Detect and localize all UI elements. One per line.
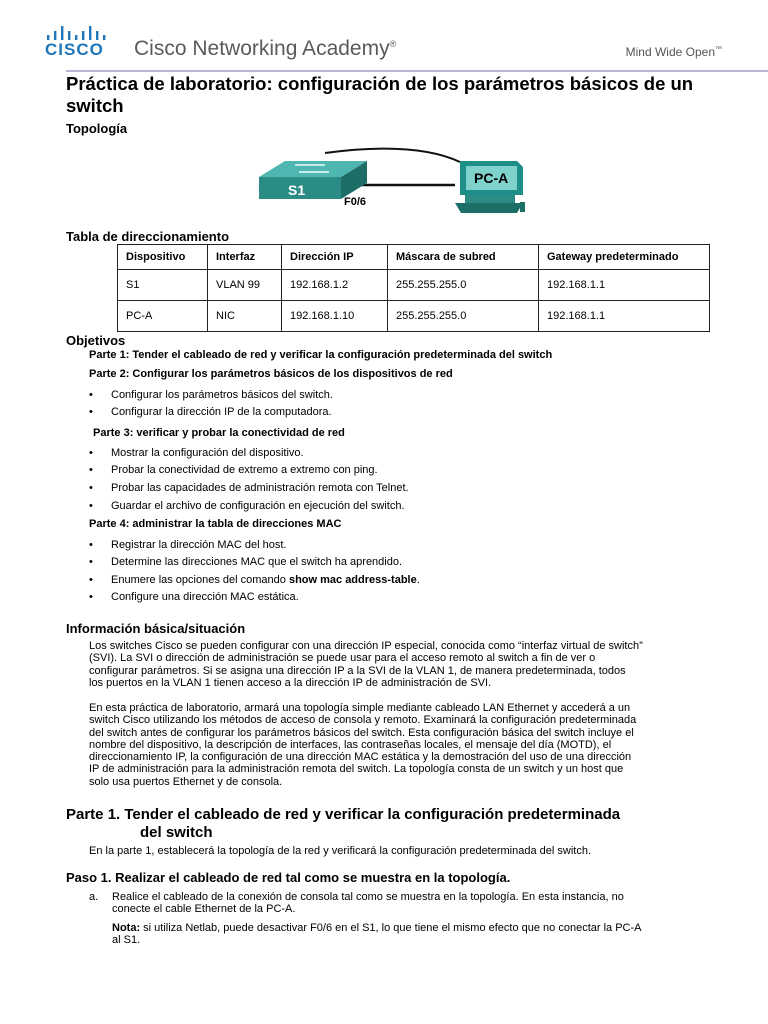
col-header: Gateway predeterminado: [539, 245, 710, 270]
col-header: Interfaz: [208, 245, 282, 270]
header-divider: [66, 70, 768, 72]
pc-label: PC-A: [474, 170, 509, 186]
col-header: Dispositivo: [118, 245, 208, 270]
academy-title: Cisco Networking Academy®: [134, 37, 397, 60]
part1-intro: En la parte 1, establecerá la topología de la red y verificará la configuración predeterminada del switch.: [89, 845, 592, 857]
table-row: S1 VLAN 99 192.168.1.2 255.255.255.0 192.168.1.1: [118, 270, 710, 301]
addressing-table: [117, 244, 710, 332]
col-header: Máscara de subred: [388, 245, 539, 270]
step1-heading: Paso 1. Realizar el cableado de red tal como se muestra en la topología.: [66, 870, 511, 885]
objectives-heading: Objetivos: [66, 333, 126, 348]
part1-heading: Parte 1. Tender el cableado de red y verificar la configuración predeterminada del switch: [66, 806, 621, 841]
background-heading: Información básica/situación: [66, 621, 246, 636]
cisco-wordmark: CISCO: [45, 40, 104, 59]
cisco-logo-icon: [46, 26, 110, 40]
tagline: Mind Wide Open™: [625, 45, 722, 59]
col-header: Dirección IP: [282, 245, 388, 270]
objective-part-3: Parte 3: verificar y probar la conectividad de red: [93, 427, 345, 439]
switch-label: S1: [288, 182, 306, 198]
page-header: [0, 0, 768, 72]
note: Nota: si utiliza Netlab, puede desactivar F0/6 en el S1, lo que tiene el mismo efecto que no conectar la PC-A al S1.: [112, 922, 642, 947]
table-header-row: [118, 245, 710, 270]
table-row: PC-A NIC 192.168.1.10 255.255.255.0 192.168.1.1: [118, 301, 710, 332]
pc-icon: [455, 161, 525, 213]
objective-part-1: Parte 1: Tender el cableado de red y verificar la configuración predeterminada del switch: [89, 349, 553, 361]
step1-item-a: a. Realice el cableado de la conexión de consola tal como se muestra en la topología. En esta instancia, no conecte el cable Ethernet de la PC-A.: [89, 891, 624, 916]
addressing-heading: Tabla de direccionamiento: [66, 229, 230, 244]
switch-icon: [259, 161, 367, 199]
objective-part-2: Parte 2: Configurar los parámetros básicos de los dispositivos de red: [89, 368, 453, 380]
background-paragraph-1: Los switches Cisco se pueden configurar con una dirección IP especial, conocida como “interfaz virtual de switch” (SVI). La SVI o dirección de administración se puede usar para el acceso remoto al switch a fin de ver o configurar parámetros. Si se asigna una dirección IP a la SVI de la VLAN 1, de manera predeterminada, todos los puertos en la VLAN 1 tienen acceso a la dirección IP de administración de SVI.: [89, 640, 643, 689]
page-title: Práctica de laboratorio: configuración de los parámetros básicos de un switch: [66, 73, 694, 116]
background-paragraph-2: En esta práctica de laboratorio, armará una topología simple mediante cableado LAN Ethernet y accederá a un switch Cisco utilizando los métodos de acceso de consola y remoto. Examinará la configuración predeterminada del switch antes de configurar los parámetros básicos del switch. Esta configuración básica del switch incluye el nombre del dispositivo, la descripción de interfaces, las contraseñas locales, el mensaje del día (MOTD), el direccionamiento IP, la configuración de una dirección MAC estática y la demostración del uso de una dirección IP de administración para la administración remota del switch. La topología consta de un switch y un host que solo usa puertos Ethernet y de consola.: [89, 702, 637, 788]
topology-diagram: [255, 147, 545, 222]
port-label: F0/6: [344, 196, 367, 208]
topology-heading: Topología: [66, 121, 128, 136]
objective-part-4: Parte 4: administrar la tabla de direcciones MAC: [89, 518, 342, 530]
